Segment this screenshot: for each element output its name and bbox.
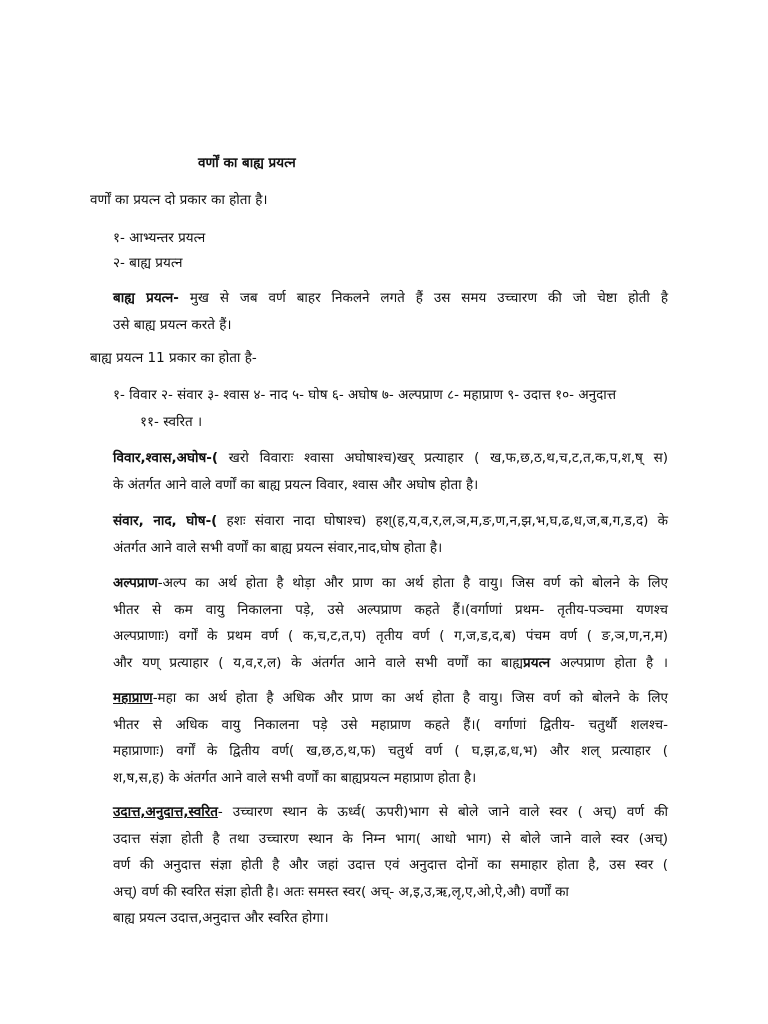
udatta-line-5: बाह्य प्रयत्न उदात्त,अनुदात्त और स्वरित होगा।	[113, 910, 329, 926]
udatta-term: उदात्त,अनुदात्त,स्वरित	[113, 804, 218, 820]
vivar-line-1: विवार,श्वास,अघोष-( खरो विवाराः श्वासा अघोषाश्च)खर् प्रत्याहार ( ख,फ,छ,ठ,थ,च,ट,त,क,प,श,ष् स)	[113, 450, 668, 466]
definition-term: बाह्य प्रयत्न-	[113, 290, 179, 306]
mahaprana-term: महाप्राण	[113, 690, 153, 706]
vivar-line-2: के अंतर्गत आने वाले वर्णों का बाह्य प्रयत्न विवार, श्वास और अघोष होता है।	[113, 476, 479, 493]
prayatna-list-line-1: १- विवार २- संवार ३- श्वास ४- नाद ५- घोष ६- अघोष ७- अल्पप्राण ८- महाप्राण ९- उदात्त १०- अनुदात्त	[113, 387, 617, 403]
alpaprana-line-3: अल्पप्राणाः) वर्गों के प्रथम वर्ण ( क,च,ट,त,प) तृतीय वर्ण ( ग,ज,ड,द,ब) पंचम वर्ण ( ङ,ञ,ण,न,म)	[113, 628, 668, 644]
samvar-line-2: अंतर्गत आने वाले सभी वर्णों का बाह्य प्रयत्न संवार,नाद,घोष होता है।	[113, 539, 443, 556]
alpaprana-paragraph	[113, 570, 668, 676]
prayatna-list-line-2: ११- स्वरित ।	[140, 413, 203, 430]
alpaprana-line-1: अल्पप्राण-अल्प का अर्थ होता है थोड़ा और प्राण का अर्थ होता है वायु। जिस वर्ण को बोलने के लिए	[113, 575, 668, 591]
alpaprana-line-2: भीतर से कम वायु निकालना पड़े, उसे अल्पप्राण कहते हैं।(वर्गाणां प्रथम- तृतीय-पञ्चमा यणश्च	[113, 601, 668, 618]
mahaprana-line-2: भीतर से अधिक वायु निकालना पड़े उसे महाप्राण कहते हैं।( वर्गाणां द्वितीय- चतुर्थौ शलश्च-	[113, 716, 668, 733]
udatta-line-2: उदात्त संज्ञा होती है तथा उच्चारण स्थान के निम्न भाग( आधो भाग) से बोले जाने वाले स्वर (अच्)	[113, 830, 668, 847]
samvar-line-1: संवार, नाद, घोष-( हशः संवारा नादा घोषाश्च) हश्(ह,य,व,र,ल,ञ,म,ङ,ण,न,झ,भ,घ,ढ,ध,ज,ब,ग,ड,द) के	[113, 513, 668, 529]
definition-paragraph	[113, 285, 668, 338]
udatta-line-1: उदात्त,अनुदात्त,स्वरित- उच्चारण स्थान के ऊर्ध्व( ऊपरी)भाग से बोले जाने वाले स्वर ( अच्) वर्ण की	[113, 804, 668, 820]
type-item-2: २- बाह्य प्रयत्न	[113, 255, 183, 271]
alpaprana-term: अल्पप्राण	[113, 575, 158, 591]
udatta-line-4: अच्) वर्ण की स्वरित संज्ञा होती है। अतः समस्त स्वर( अच्- अ,इ,उ,ऋ,लृ,ए,ओ,ऐ,औ) वर्णों का	[113, 883, 569, 900]
definition-line-2: उसे बाह्य प्रयत्न करते हैं।	[113, 316, 232, 333]
alpaprana-bold-word: प्रयत्न	[523, 654, 551, 671]
alpaprana-line-4: और यण् प्रत्याहार ( य,व,र,ल) के अंतर्गत आने वाले सभी वर्णों का बाह्यप्रयत्न अल्पप्राण होता है ।	[113, 654, 668, 671]
udatta-paragraph	[113, 799, 668, 932]
definition-line-1: बाह्य प्रयत्न- मुख से जब वर्ण बाहर निकलने लगते हैं उस समय उच्चारण की जो चेष्टा होती है	[113, 290, 669, 306]
samvar-paragraph	[113, 508, 668, 561]
mahaprana-line-3: महाप्राणाः) वर्गों के द्वितीय वर्ण( ख,छ,ठ,थ,फ) चतुर्थ वर्ण ( घ,झ,ढ,ध,भ) और शल् प्रत्याहार (	[113, 743, 668, 759]
mahaprana-line-4: श,ष,स,ह) के अंतर्गत आने वाले सभी वर्णों का बाह्यप्रयत्न महाप्राण होता है।	[113, 769, 477, 786]
intro-text: वर्णों का प्रयत्न दो प्रकार का होता है।	[90, 192, 268, 208]
prayatna-list	[113, 382, 693, 435]
vivar-term: विवार,श्वास,अघोष-(	[113, 450, 219, 466]
type-item-1: १- आभ्यन्तर प्रयत्न	[113, 230, 206, 246]
count-heading: बाह्य प्रयत्न 11 प्रकार का होता है-	[90, 350, 257, 366]
udatta-line-3: वर्ण की अनुदात्त संज्ञा होती है और जहां उदात्त एवं अनुदात्त दोनों का समाहार होता है, उस स्वर (	[113, 857, 668, 873]
samvar-term: संवार, नाद, घोष-(	[113, 513, 218, 529]
page-title: वर्णों का बाह्य प्रयत्न	[198, 155, 296, 171]
mahaprana-paragraph	[113, 685, 668, 791]
vivar-paragraph	[113, 445, 668, 498]
mahaprana-line-1: महाप्राण-महा का अर्थ होता है अधिक और प्राण का अर्थ होता है वायु। जिस वर्ण को बोलने के लिए	[113, 690, 668, 706]
